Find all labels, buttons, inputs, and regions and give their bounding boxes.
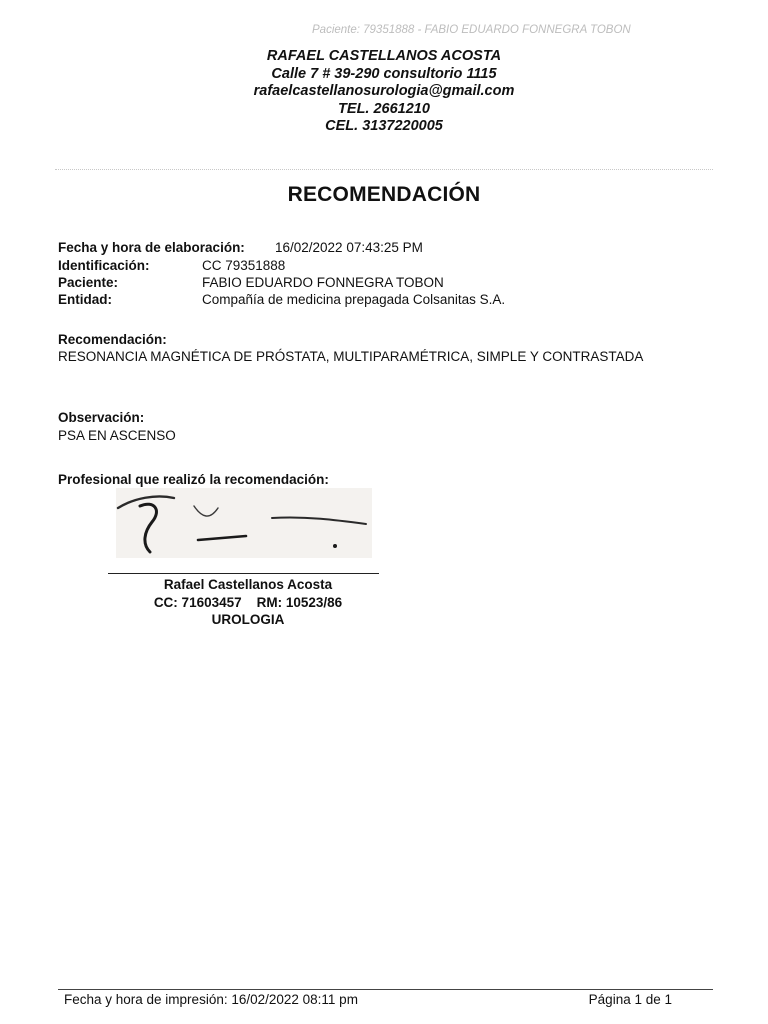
identificacion-value: CC 79351888 [202, 258, 286, 273]
signer-name: Rafael Castellanos Acosta [163, 577, 333, 592]
signer-block [108, 576, 388, 629]
signer-specialty: UROLOGIA [211, 612, 285, 627]
observacion-label: Observación: [58, 410, 145, 425]
entidad-label: Entidad: [58, 292, 112, 307]
footer-divider [58, 989, 713, 990]
signature-image [116, 488, 372, 558]
doctor-cellphone: CEL. 3137220005 [325, 118, 443, 134]
fecha-value: 16/02/2022 07:43:25 PM [275, 240, 423, 255]
letterhead [0, 48, 768, 136]
paciente-value: FABIO EDUARDO FONNEGRA TOBON [202, 275, 444, 290]
paciente-label: Paciente: [58, 275, 119, 290]
page-number: Página 1 de 1 [588, 992, 672, 1007]
profesional-label: Profesional que realizó la recomendación: [58, 472, 329, 487]
fecha-label: Fecha y hora de elaboración: [58, 240, 245, 255]
signature-line [108, 573, 379, 574]
entidad-value: Compañía de medicina prepagada Colsanitas S.A. [202, 292, 506, 307]
document-title: RECOMENDACIÓN [287, 183, 481, 206]
signer-ids: CC: 71603457 RM: 10523/86 [153, 594, 343, 610]
handwritten-signature-icon [116, 488, 372, 558]
doctor-address: Calle 7 # 39-290 consultorio 1115 [271, 65, 497, 82]
doctor-name: RAFAEL CASTELLANOS ACOSTA [266, 48, 502, 64]
doctor-email: rafaelcastellanosurologia@gmail.com [253, 83, 515, 99]
print-timestamp: Fecha y hora de impresión: 16/02/2022 08:11 pm [64, 992, 358, 1007]
header-divider [55, 169, 713, 170]
observacion-value: PSA EN ASCENSO [58, 428, 176, 443]
recomendacion-value: RESONANCIA MAGNÉTICA DE PRÓSTATA, MULTIPARAMÉTRICA, SIMPLE Y CONTRASTADA [58, 349, 644, 364]
doctor-telephone: TEL. 2661210 [338, 100, 430, 117]
patient-header-line: Paciente: 79351888 - FABIO EDUARDO FONNEGRA TOBON [312, 24, 631, 36]
recomendacion-label: Recomendación: [58, 332, 167, 347]
identificacion-label: Identificación: [58, 258, 150, 273]
